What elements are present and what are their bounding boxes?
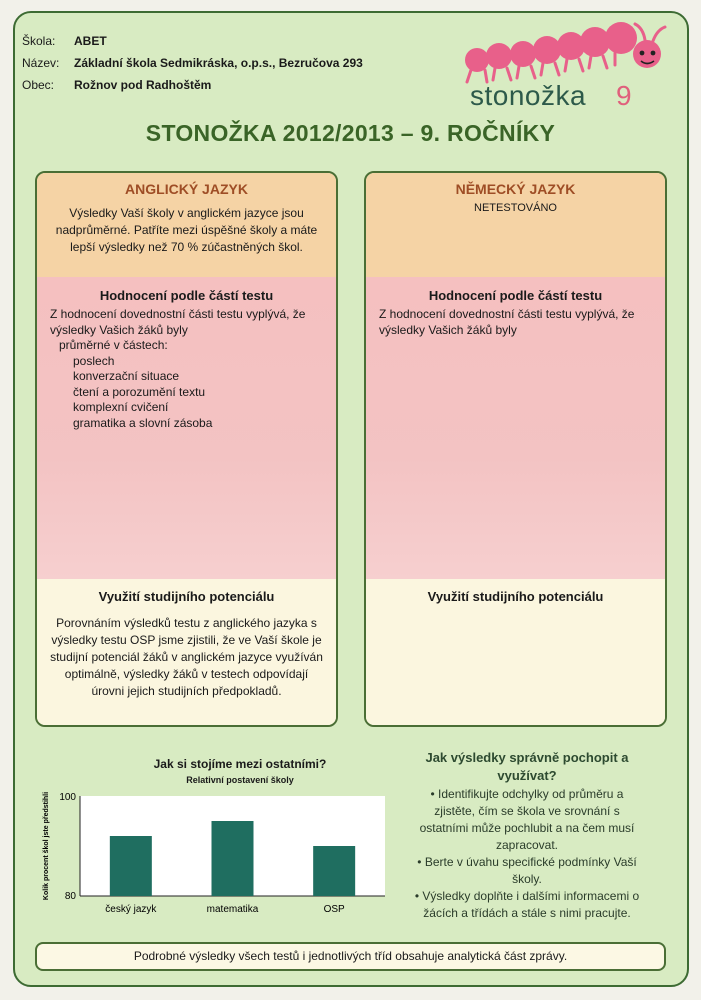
list-item: čtení a porozumění textu — [73, 384, 206, 399]
list-item: konverzační situace — [73, 369, 180, 383]
town-value: Rožnov pod Radhoštěm — [74, 78, 212, 92]
school-info — [22, 30, 363, 96]
footer-note: Podrobné výsledky všech testů i jednotlivých tříd obsahuje analytická část zprávy. — [35, 942, 666, 971]
english-summary-box — [37, 173, 336, 277]
y-axis-label: Kolik procent škol jste předstihli — [43, 791, 50, 901]
x-tick-label: český jazyk — [105, 904, 157, 915]
german-heading: NĚMECKÝ JAZYK — [455, 181, 576, 197]
english-parts-box — [37, 277, 336, 579]
english-parts-sub: průměrné v částech: — [59, 338, 168, 352]
english-heading: ANGLICKÝ JAZYK — [125, 181, 248, 197]
german-panel — [364, 171, 667, 727]
y-tick-label: 100 — [59, 792, 76, 803]
chart-bar — [212, 821, 254, 896]
school-label: Škola: — [22, 34, 56, 48]
english-parts-heading: Hodnocení podle částí testu — [99, 288, 274, 303]
howto-bullet: • Identifikujte odchylky od průměru a zjistěte, čím se škola ve srovnání s ostatními může pochlubit a na čem musí zapracovat. — [419, 787, 635, 852]
chart-bar — [313, 846, 355, 896]
english-parts-text — [50, 307, 324, 431]
y-tick-label: 80 — [64, 891, 76, 902]
list-item: gramatika a slovní zásoba — [73, 415, 213, 430]
howto-heading: Jak výsledky správně pochopit a využívat? — [425, 750, 629, 783]
chart-title: Jak si stojíme mezi ostatními? — [153, 757, 327, 771]
german-subheading: NETESTOVÁNO — [474, 202, 557, 214]
howto-box — [412, 749, 642, 922]
name-label: Název: — [22, 56, 60, 70]
howto-bullet: • Berte v úvahu specifické podmínky Vaší školy. — [417, 855, 637, 886]
howto-bullet: • Výsledky doplňte i dalšími informacemi o žácích a třídách a stále s nimi pracujte. — [414, 889, 640, 920]
page-title: STONOŽKA 2012/2013 – 9. ROČNÍKY — [145, 120, 556, 146]
german-potential-box — [366, 579, 665, 725]
school-value: ABET — [74, 34, 107, 48]
english-panel — [35, 171, 338, 727]
german-summary-box — [366, 173, 665, 277]
german-parts-text: Z hodnocení dovednostní části testu vyplývá, že výsledky Vašich žáků byly — [379, 307, 635, 337]
town-label: Obec: — [22, 78, 55, 92]
english-potential-text: Porovnáním výsledků testu z anglického jazyka s výsledky testu OSP jsme zjistili, že ve Vaší škole je studijní potenciál žáků v anglickém jazyce využíván optimálně, výsledky žáků v testech odpovídají úrovni jejich studijních předpokladů. — [50, 616, 323, 698]
logo-number: 9 — [616, 80, 632, 111]
chart-subtitle: Relativní postavení školy — [186, 775, 294, 785]
list-item: komplexní cvičení — [73, 400, 169, 414]
ranking-chart — [20, 788, 400, 928]
german-parts-heading: Hodnocení podle částí testu — [428, 288, 603, 303]
chart-bar — [110, 836, 152, 896]
german-parts-box — [366, 277, 665, 579]
x-tick-label: matematika — [206, 904, 259, 915]
english-parts-list — [50, 354, 324, 432]
school-info-row — [22, 52, 363, 74]
logo-text: stonožka — [470, 80, 587, 111]
school-info-row — [22, 74, 363, 96]
list-item: poslech — [73, 353, 115, 368]
german-potential-heading: Využití studijního potenciálu — [427, 589, 604, 604]
school-info-row — [22, 30, 363, 52]
english-potential-box — [37, 579, 336, 725]
english-intro: Výsledky Vaší školy v anglickém jazyce jsou nadprůměrné. Patříte mezi úspěšné školy a máte lepší výsledky než 70 % zúčastněných škol. — [55, 206, 318, 254]
english-potential-heading: Využití studijního potenciálu — [98, 589, 275, 604]
x-tick-label: OSP — [323, 904, 345, 915]
howto-bullets — [412, 786, 642, 922]
name-value: Základní škola Sedmikráska, o.p.s., Bezručova 293 — [74, 56, 363, 70]
english-parts-intro: Z hodnocení dovednostní části testu vyplývá, že výsledky Vašich žáků byly — [50, 307, 306, 337]
